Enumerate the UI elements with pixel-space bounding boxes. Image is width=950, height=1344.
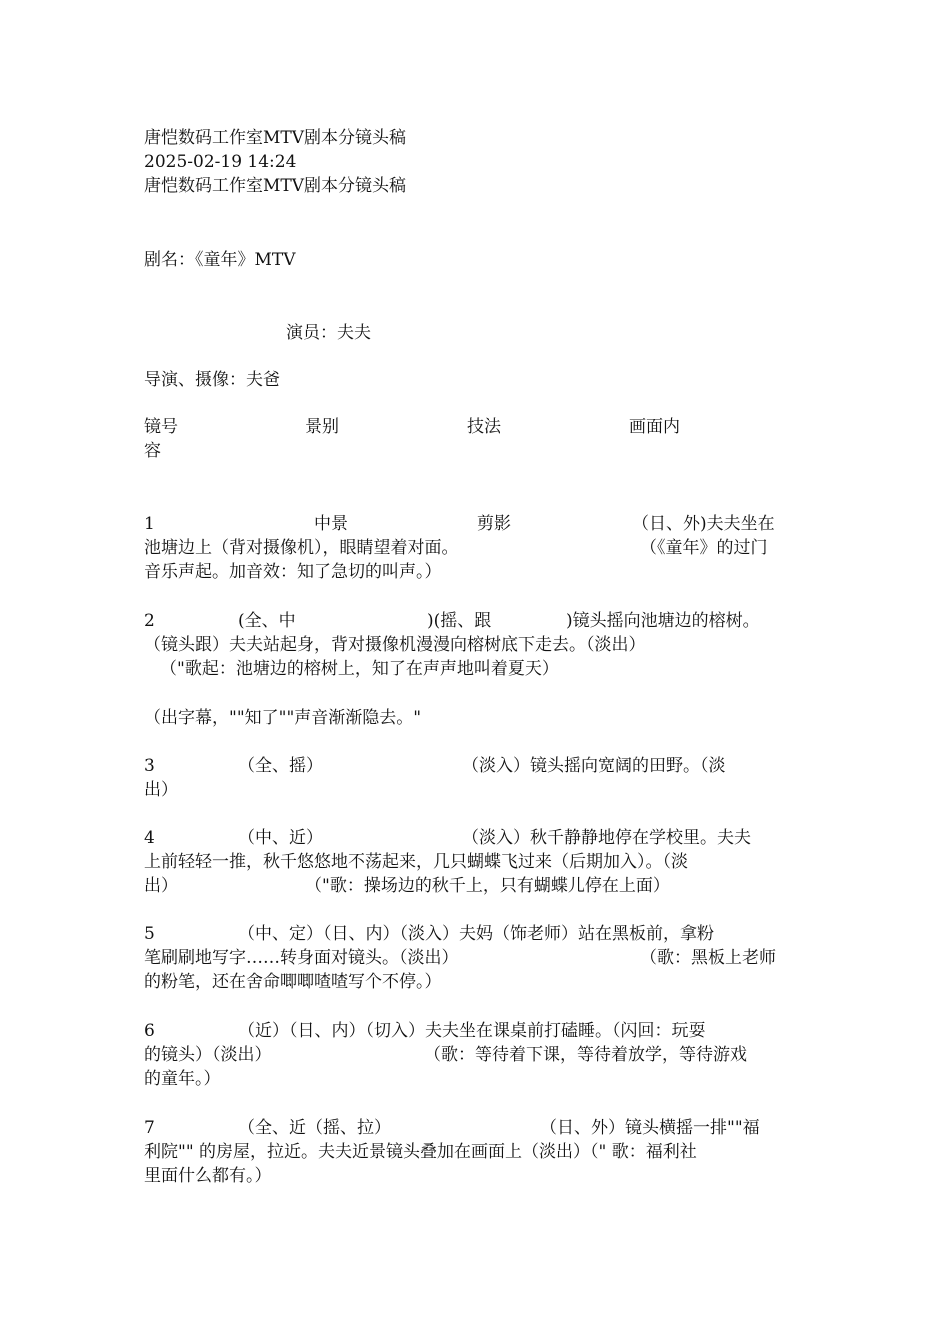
- shot-number: 6: [144, 1021, 155, 1041]
- shot-technique: （淡入）镜头摇向宽阔的田野。（淡: [462, 756, 726, 776]
- shot-content: （歌：黑板上老师: [640, 948, 776, 968]
- shot-content: （"歌起：池塘边的榕树上，知了在声声地叫着夏天）: [160, 659, 559, 679]
- document-subtitle: 唐恺数码工作室MTV剧本分镜头稿: [144, 176, 407, 196]
- shot-content: （歌：等待着下课，等待着放学，等待游戏: [424, 1045, 747, 1065]
- shot-content: （"歌：操场边的秋千上，只有蝴蝶儿停在上面）: [305, 876, 670, 896]
- play-name: 剧名：《童年》MTV: [144, 250, 296, 270]
- shot-content: （出字幕，""知了""声音渐渐隐去。": [144, 708, 422, 728]
- shot-content: 音乐声起。加音效：知了急切的叫声。）: [144, 562, 442, 582]
- shot-number: 3: [144, 756, 155, 776]
- shot-size: 中景: [314, 514, 348, 534]
- shot-number: 7: [144, 1118, 155, 1138]
- shot-content: 池塘边上（背对摄像机），眼睛望着对面。: [144, 538, 459, 558]
- director-line: 导演、摄像：夫爸: [144, 370, 280, 390]
- shot-technique: （淡入）秋千静静地停在学校里。夫夫: [462, 828, 751, 848]
- header-content-wrap: 容: [144, 441, 161, 461]
- document-datetime: 2025-02-19 14:24: [144, 152, 297, 172]
- shot-size: （全、近（摇、拉）: [238, 1118, 391, 1138]
- shot-number: 2: [144, 611, 155, 631]
- shot-content: 上前轻轻一推，秋千悠悠地不荡起来，几只蝴蝶飞过来（后期加入）。（淡: [144, 852, 688, 872]
- shot-number: 1: [144, 514, 155, 534]
- shot-content: 里面什么都有。）: [144, 1166, 272, 1186]
- shot-content: （《童年》的过门: [640, 538, 768, 558]
- header-technique: 技法: [467, 417, 501, 437]
- shot-number: 5: [144, 924, 155, 944]
- shot-size: （近）（日、内）（切入）夫夫坐在课桌前打磕睡。（闪回：玩耍: [238, 1021, 706, 1041]
- shot-number: 4: [144, 828, 155, 848]
- shot-content: 的镜头）（淡出）: [144, 1045, 272, 1065]
- shot-content: 的童年。）: [144, 1069, 221, 1089]
- shot-size: (全、中: [238, 611, 296, 631]
- shot-size: （中、近）: [238, 828, 323, 848]
- header-content: 画面内: [629, 417, 680, 437]
- shot-technique: )(摇、跟: [427, 611, 492, 631]
- document-title: 唐恺数码工作室MTV剧本分镜头稿: [144, 128, 407, 148]
- shot-content: 的粉笔，还在舍命唧唧喳喳写个不停。）: [144, 972, 442, 992]
- shot-size: （中、定）（日、内）（淡入）夫妈（饰老师）站在黑板前，拿粉: [238, 924, 714, 944]
- shot-technique: 剪影: [477, 514, 511, 534]
- shot-content: 利院"" 的房屋，拉近。夫夫近景镜头叠加在画面上（淡出）（" 歌：福利社: [144, 1142, 697, 1162]
- actor-line: 演员：夫夫: [286, 323, 371, 343]
- shot-size: （全、摇）: [238, 756, 323, 776]
- shot-content: （日、外)夫夫坐在: [632, 514, 775, 534]
- header-shot-number: 镜号: [144, 417, 178, 437]
- shot-content: （镜头跟）夫夫站起身，背对摄像机漫漫向榕树底下走去。（淡出）: [144, 635, 646, 655]
- shot-content: )镜头摇向池塘边的榕树。: [566, 611, 760, 631]
- shot-content: 出）: [144, 876, 178, 896]
- shot-content: 出）: [144, 780, 178, 800]
- shot-content: 笔刷刷地写字……转身面对镜头。（淡出）: [144, 948, 459, 968]
- header-shot-size: 景别: [305, 417, 339, 437]
- shot-technique: （日、外）镜头横摇一排""福: [540, 1118, 760, 1138]
